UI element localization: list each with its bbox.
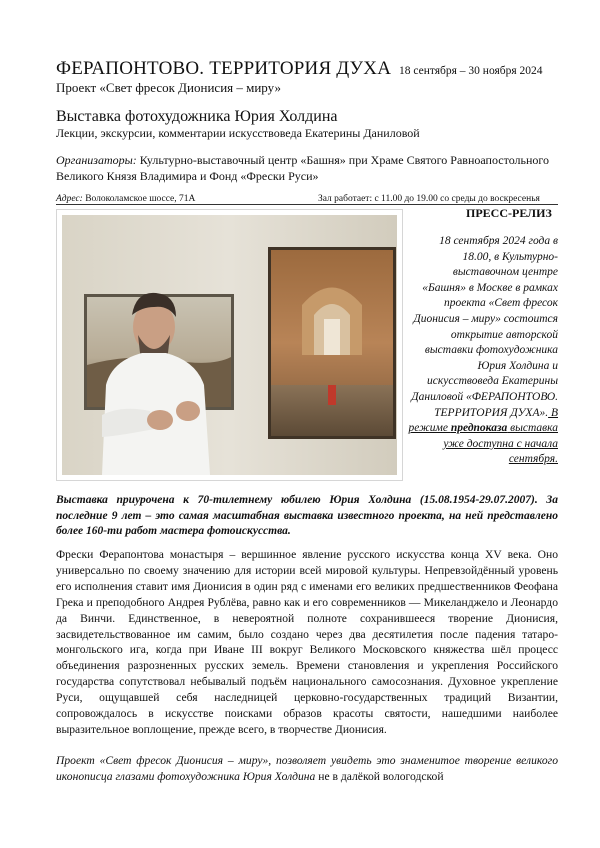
opening-hours: Зал работает: с 11.00 до 19.00 со среды до воскресенья [318,194,540,204]
press-release-title: ПРЕСС-РЕЛИЗ [466,206,552,220]
press-release-side-text [408,234,558,468]
body-paragraph-2 [56,753,558,785]
organizers-label: Организаторы: [56,153,137,167]
exhibition-title: Выставка фотохудожника Юрия Холдина [56,108,338,125]
side-preview-part1: В режиме [408,406,558,435]
side-preview-bold: предпоказа [450,422,508,435]
project-name: Проект «Свет фресок Дионисия – миру» [56,80,281,95]
address [56,194,195,204]
address-label: Адрес: [56,194,83,204]
body2-plain: не в далёкой вологодской [315,769,444,783]
body-paragraph-1: Фрески Ферапонтова монастыря – вершинное явление русского искусства конца XV века. Оно универсально по своему значению для истории всей мировой культуры. Непревзойдённый уровень его исполнения ставит имя Дионисия в один ряд с именами его великих предшественников Феофана Грека и преподобного Андрея Рублёва, равно как и его современников — Микеланджело и Леонардо да Винчи. Единственное, в невероятной полноте сохранившееся творение Дионисия, засвидетельствованное им самим, было создано через два десятилетия после падения татаро-монгольского ига, когда при Иване III вокруг Великого Московского княжества шёл процесс объединения разрозненных русских земель. Времени становления и укрепления Российского государства сопутствовал небывалый подъём национального самосознания. Духовное укрепление Руси, ощущавшей себя наследницей церковно-государственных традиций Византии, сопровождалось в искусстве поисками образов красоты святости, нашедшими наиболее выразительное воплощение, прежде всего, в творчестве Дионисия. [56,548,558,736]
organizers [56,152,556,184]
divider [56,204,558,205]
side-preview-part2: выставка уже доступна с начала сентября. [443,422,558,466]
body2-italic: Проект «Свет фресок Дионисия – миру», позволяет увидеть это знаменитое творение великого иконописца глазами фотохудожника Юрия Холдина [56,754,558,783]
organizers-text: Культурно-выставочный центр «Башня» при Храме Святого Равноапостольного Великого Князя Владимира и Фонд «Фрески Руси» [56,153,550,183]
page-title: ФЕРАПОНТОВО. ТЕРРИТОРИЯ ДУХА [56,58,392,79]
exhibition-subtitle: Лекции, экскурсии, комментарии искусствоведа Екатерины Даниловой [56,126,420,140]
address-text: Волоколамское шоссе, 71А [82,194,196,204]
lead-paragraph: Выставка приурочена к 70-тилетнему юбилею Юрия Холдина (15.08.1954-29.07.2007). За последние 9 лет – это самая масштабная выставка известного проекта, на ней представлено более 160-ти работ мастера фотоискусства. [56,494,558,537]
side-text-main: 18 сентября 2024 года в 18.00, в Культурно-выставочном центре «Башня» в Москве в рамках проекта «Свет фресок Дионисия – миру» состоится открытие авторской выставки фотохудожника Юрия Холдина и искусствоведа Екатерины Даниловой «ФЕРАПОНТОВО. ТЕРРИТОРИЯ ДУХА». [411,235,558,419]
exhibition-dates: 18 сентября – 30 ноября 2024 [399,65,543,77]
exhibition-photo [62,215,397,475]
